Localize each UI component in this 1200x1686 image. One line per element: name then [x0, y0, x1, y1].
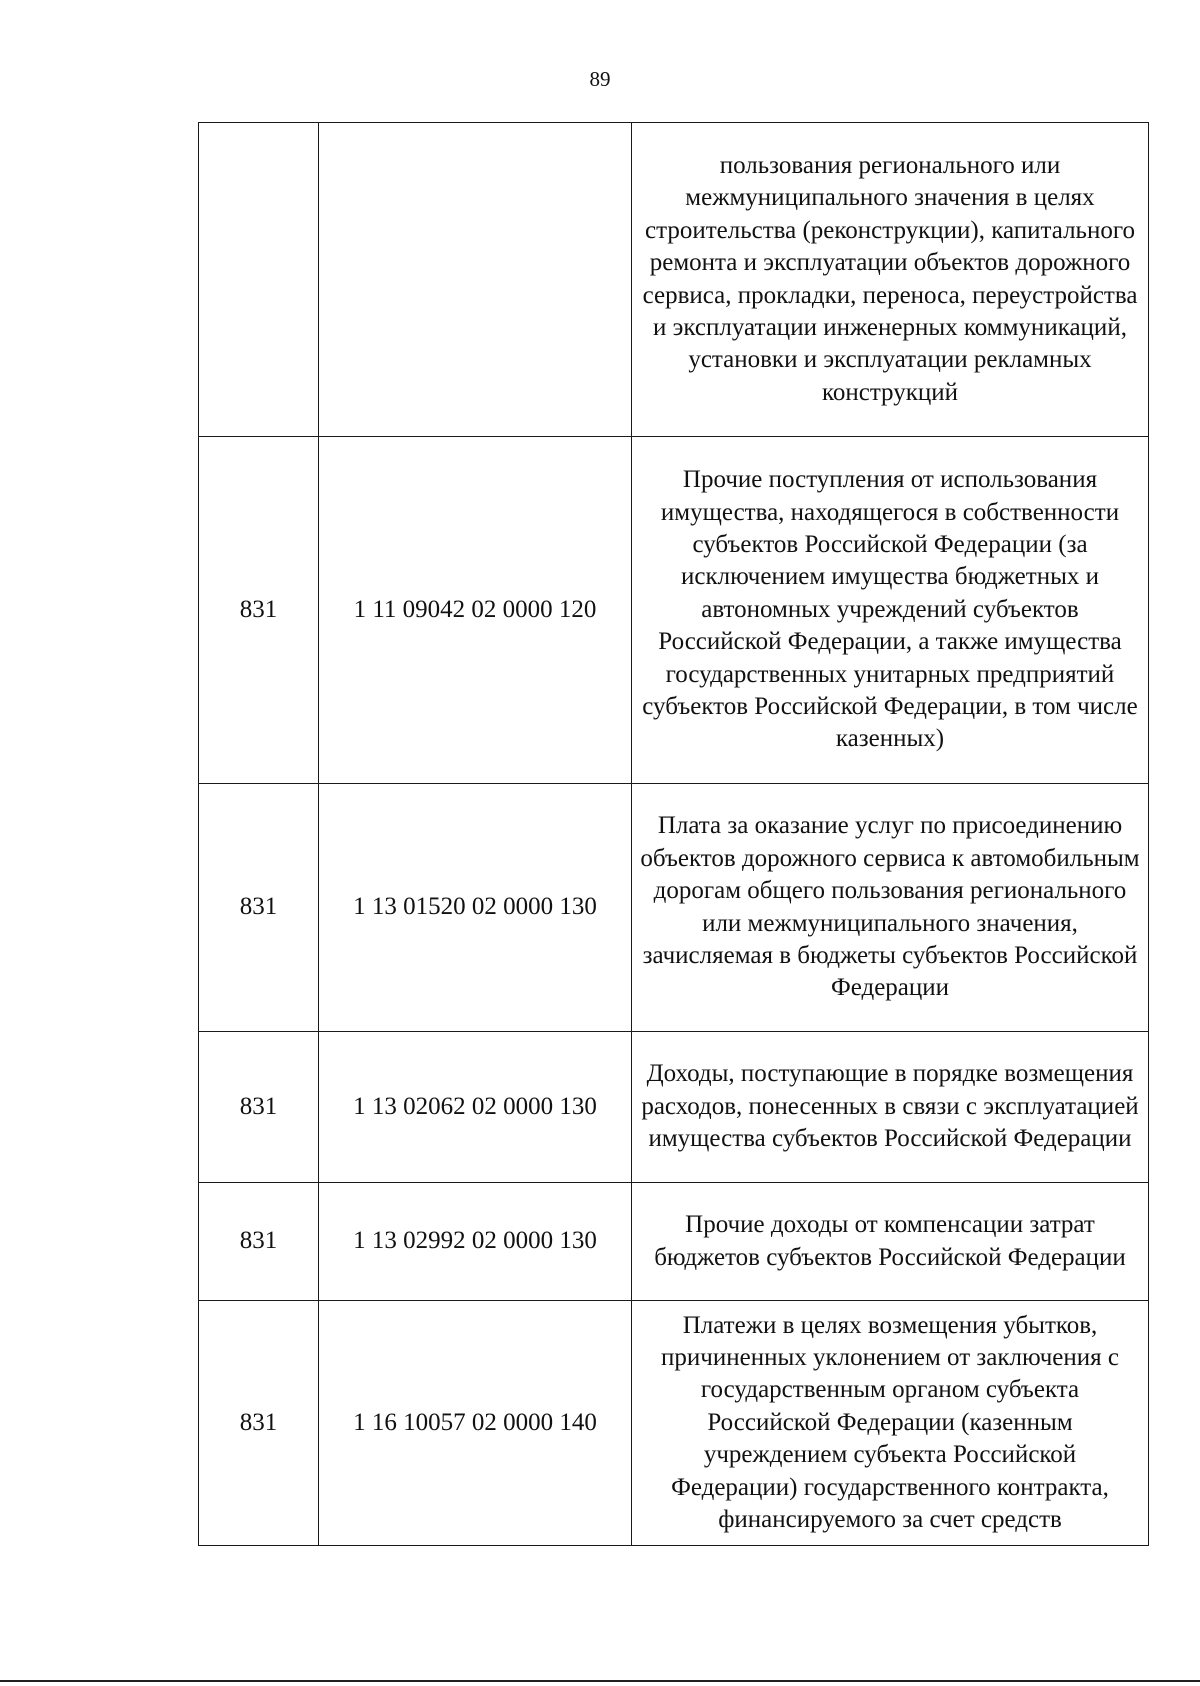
revenue-name-cell: пользования регионального или межмуниципального значения в целях строительства (реконструкции), капитального ремонта и эксплуатации объектов дорожного сервиса, прокладки, переноса, переустройства и эксплуатации инженерных коммуникаций, установки и эксплуатации рекламных конструкций — [632, 123, 1149, 437]
admin-code-cell: 831 — [199, 1183, 319, 1301]
kbk-code-cell: 1 13 02992 02 0000 130 — [319, 1183, 632, 1301]
kbk-code-cell — [319, 123, 632, 437]
table-row — [199, 123, 1149, 437]
admin-code-cell: 831 — [199, 784, 319, 1032]
kbk-code-cell: 1 13 02062 02 0000 130 — [319, 1032, 632, 1183]
admin-code-cell — [199, 123, 319, 437]
table-row — [199, 1183, 1149, 1301]
table-row — [199, 437, 1149, 784]
revenue-name-cell: Прочие доходы от компенсации затрат бюджетов субъектов Российской Федерации — [632, 1183, 1149, 1301]
kbk-code-cell: 1 11 09042 02 0000 120 — [319, 437, 632, 784]
revenue-name-cell: Доходы, поступающие в порядке возмещения расходов, понесенных в связи с эксплуатацией имущества субъектов Российской Федерации — [632, 1032, 1149, 1183]
page-number: 89 — [589, 67, 611, 91]
table-row — [199, 1032, 1149, 1183]
kbk-code-cell: 1 13 01520 02 0000 130 — [319, 784, 632, 1032]
revenue-name-cell: Прочие поступления от использования имущества, находящегося в собственности субъектов Российской Федерации (за исключением имущества бюджетных и автономных учреждений субъектов Российской Федерации, а также имущества государственных унитарных предприятий субъектов Российской Федерации, в том числе казенных) — [632, 437, 1149, 784]
revenue-name-cell: Платежи в целях возмещения убытков, причиненных уклонением от заключения с государственным органом субъекта Российской Федерации (казенным учреждением субъекта Российской Федерации) государственного контракта, финансируемого за счет средств — [632, 1301, 1149, 1546]
admin-code-cell: 831 — [199, 1032, 319, 1183]
kbk-code-cell: 1 16 10057 02 0000 140 — [319, 1301, 632, 1546]
revenue-code-table — [198, 122, 1149, 1546]
table-row — [199, 1301, 1149, 1546]
revenue-name-cell: Плата за оказание услуг по присоединению объектов дорожного сервиса к автомобильным дорогам общего пользования регионального или межмуниципального значения, зачисляемая в бюджеты субъектов Российской Федерации — [632, 784, 1149, 1032]
table-row — [199, 784, 1149, 1032]
bottom-scan-edge — [0, 1680, 1200, 1682]
admin-code-cell: 831 — [199, 1301, 319, 1546]
admin-code-cell: 831 — [199, 437, 319, 784]
